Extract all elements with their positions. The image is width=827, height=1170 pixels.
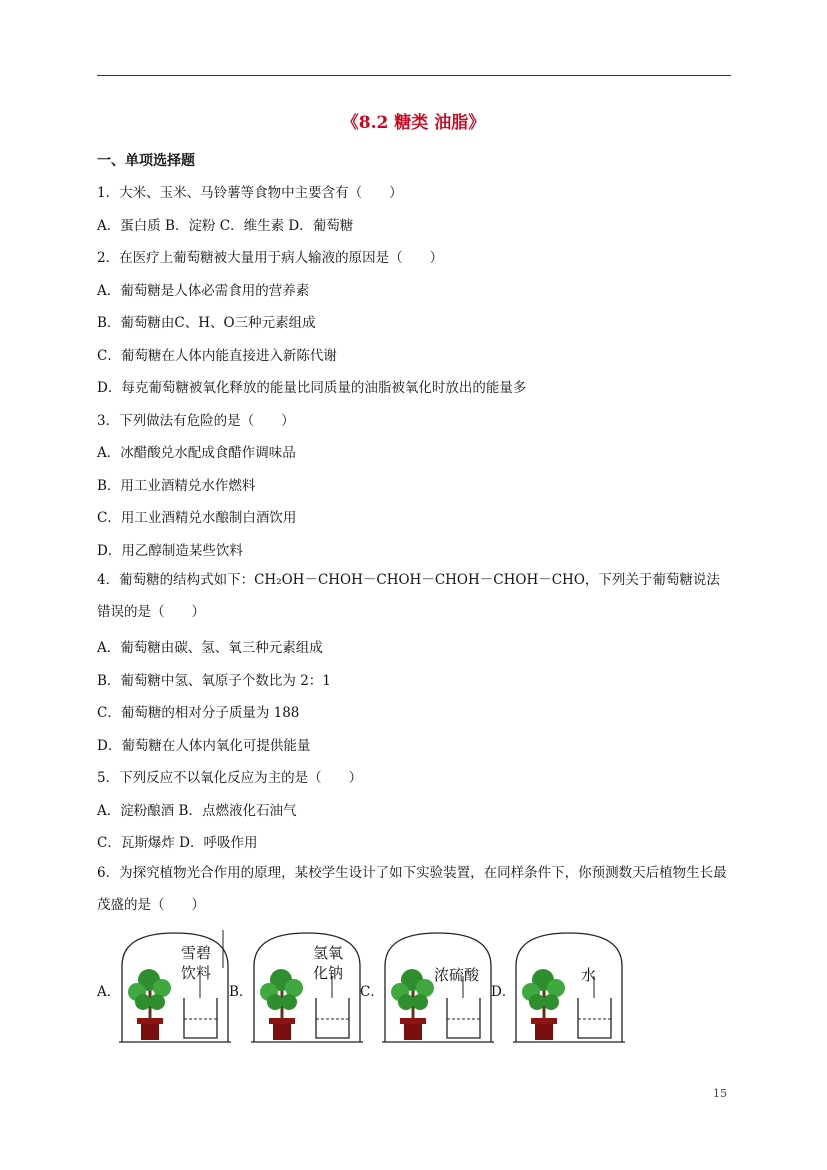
- question-4-option-c: C．葡萄糖的相对分子质量为 188: [97, 705, 300, 721]
- figure-b-reagent-1: 氢氧: [313, 944, 344, 962]
- bell-jar-apparatus-a: [119, 928, 231, 1044]
- question-1-options: A．蛋白质 B．淀粉 C．维生素 D．葡萄糖: [97, 218, 354, 234]
- figure-b: [229, 928, 349, 1044]
- bell-jar-apparatus-c: [382, 928, 494, 1044]
- question-4-option-b: B．葡萄糖中氢、氧原子个数比为 2：1: [97, 673, 331, 689]
- header-rule: [97, 75, 731, 76]
- figure-d-reagent: 水: [581, 966, 597, 984]
- question-3-option-a: A．冰醋酸兑水配成食醋作调味品: [97, 445, 296, 461]
- beaker-icon: [578, 976, 611, 1038]
- figure-b-reagent-2: 化钠: [313, 964, 344, 982]
- bell-jar-apparatus-d: [513, 928, 625, 1044]
- question-3-option-b: B．用工业酒精兑水作燃料: [97, 478, 256, 494]
- question-5-options-cd: C．瓦斯爆炸 D．呼吸作用: [97, 835, 258, 851]
- question-3-option-d: D．用乙醇制造某些饮料: [97, 543, 243, 559]
- figure-a-label: A．: [97, 984, 121, 1000]
- bell-jar-apparatus-b: [251, 928, 363, 1044]
- potted-plant-icon: [128, 969, 171, 1040]
- question-2: 2．在医疗上葡萄糖被大量用于病人输液的原因是（ ）: [97, 250, 444, 266]
- question-2-option-a: A．葡萄糖是人体必需食用的营养素: [97, 283, 310, 299]
- question-6: 6．为探究植物光合作用的原理，某校学生设计了如下实验装置，在同样条件下，你预测数天后植物生长最茂盛的是（ ）: [97, 865, 727, 913]
- figure-c-reagent: 浓硫酸: [434, 966, 480, 984]
- question-3: 3．下列做法有危险的是（ ）: [97, 413, 295, 429]
- figure-c: [360, 928, 480, 1044]
- page-title: 《8.2 糖类 油脂》: [341, 113, 486, 133]
- figure-d-label: D．: [491, 984, 516, 1000]
- beaker-icon: [184, 976, 217, 1038]
- section-heading: 一、单项选择题: [97, 153, 195, 169]
- potted-plant-icon: [522, 969, 565, 1040]
- question-4-option-a: A．葡萄糖由碳、氢、氧三种元素组成: [97, 640, 323, 656]
- question-4: 4．葡萄糖的结构式如下：CH₂OH－CHOH－CHOH－CHOH－CHOH－CHO，下列关于葡萄糖说法错误的是（ ）: [97, 572, 720, 620]
- figure-a: [97, 928, 217, 1044]
- question-2-option-b: B．葡萄糖由C、H、O三种元素组成: [97, 315, 316, 331]
- beaker-icon: [316, 976, 349, 1038]
- page-number: 15: [713, 1087, 727, 1100]
- question-4-option-d: D．葡萄糖在人体内氧化可提供能量: [97, 738, 311, 754]
- question-1: 1．大米、玉米、马铃薯等食物中主要含有（ ）: [97, 185, 403, 201]
- question-2-option-c: C．葡萄糖在人体内能直接进入新陈代谢: [97, 348, 337, 364]
- figure-c-label: C．: [360, 984, 384, 1000]
- question-5: 5．下列反应不以氧化反应为主的是（ ）: [97, 770, 363, 786]
- potted-plant-icon: [391, 969, 434, 1040]
- question-2-option-d: D．每克葡萄糖被氧化释放的能量比同质量的油脂被氧化时放出的能量多: [97, 380, 527, 396]
- figure-d: [491, 928, 611, 1044]
- figure-b-label: B．: [229, 984, 253, 1000]
- figure-a-reagent-2: 饮料: [181, 964, 212, 982]
- question-3-option-c: C．用工业酒精兑水酿制白酒饮用: [97, 510, 297, 526]
- potted-plant-icon: [260, 969, 303, 1040]
- beaker-icon: [447, 976, 480, 1038]
- figure-a-reagent-1: 雪碧: [181, 944, 212, 962]
- experiment-figures: [97, 928, 737, 1048]
- question-5-options-ab: A．淀粉酿酒 B．点燃液化石油气: [97, 803, 297, 819]
